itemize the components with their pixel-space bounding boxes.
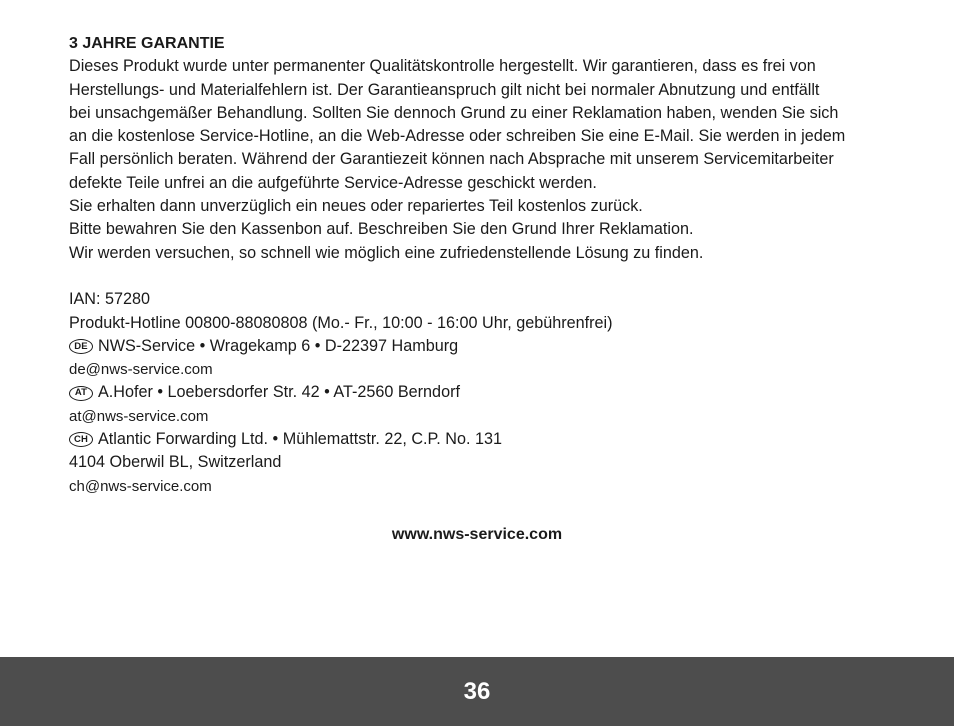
- document-body: [69, 32, 899, 498]
- spacer: [69, 265, 899, 288]
- country-badge-de-icon: DE: [69, 339, 93, 354]
- page-number: 36: [463, 678, 491, 705]
- email-at[interactable]: at@nws-service.com: [69, 407, 209, 425]
- service-de: [69, 335, 899, 358]
- warranty-line: bei unsachgemäßer Behandlung. Sollten Sie dennoch Grund zu einer Reklamation haben, wenden Sie sich: [69, 103, 839, 122]
- warranty-line: Wir werden versuchen, so schnell wie möglich eine zufriedenstellende Lösung zu finden.: [69, 243, 704, 262]
- email-de[interactable]: de@nws-service.com: [69, 361, 213, 379]
- page-footer: [0, 657, 954, 726]
- warranty-line: an die kostenlose Service-Hotline, an die Web-Adresse oder schreiben Sie eine E-Mail. Sie werden in jedem: [69, 127, 846, 146]
- warranty-line: Sie erhalten dann unverzüglich ein neues oder repariertes Teil kostenlos zurück.: [69, 197, 643, 216]
- email-ch[interactable]: ch@nws-service.com: [69, 477, 212, 495]
- warranty-line: Fall persönlich beraten. Während der Garantiezeit können nach Absprache mit unserem Servicemitarbeiter: [69, 150, 834, 169]
- warranty-line: Herstellungs- und Materialfehlern ist. Der Garantieanspruch gilt nicht bei normaler Abnutzung und entfällt: [69, 80, 820, 99]
- contact-block: [69, 288, 899, 498]
- address-ch: Atlantic Forwarding Ltd. • Mühlemattstr. 22, C.P. No. 131: [98, 430, 502, 449]
- address-at: A.Hofer • Loebersdorfer Str. 42 • AT-2560 Berndorf: [98, 383, 460, 402]
- warranty-title: 3 JAHRE GARANTIE: [69, 35, 225, 52]
- warranty-line: defekte Teile unfrei an die aufgeführte Service-Adresse geschickt werden.: [69, 173, 597, 192]
- warranty-line: Dieses Produkt wurde unter permanenter Qualitätskontrolle hergestellt. Wir garantieren, dass es frei von: [69, 57, 816, 76]
- service-at: [69, 381, 899, 404]
- website-link[interactable]: www.nws-service.com: [391, 526, 563, 543]
- service-ch: [69, 428, 899, 451]
- address-ch-line2: 4104 Oberwil BL, Switzerland: [69, 453, 282, 472]
- country-badge-ch-icon: CH: [69, 432, 93, 447]
- country-badge-at-icon: AT: [69, 386, 93, 401]
- warranty-line: Bitte bewahren Sie den Kassenbon auf. Beschreiben Sie den Grund Ihrer Reklamation.: [69, 220, 694, 239]
- address-de: NWS-Service • Wragekamp 6 • D-22397 Hamburg: [98, 336, 459, 355]
- ian-number: IAN: 57280: [69, 290, 150, 309]
- product-hotline: Produkt-Hotline 00800-88080808 (Mo.- Fr., 10:00 - 16:00 Uhr, gebührenfrei): [69, 313, 613, 332]
- warranty-paragraph: [69, 55, 899, 265]
